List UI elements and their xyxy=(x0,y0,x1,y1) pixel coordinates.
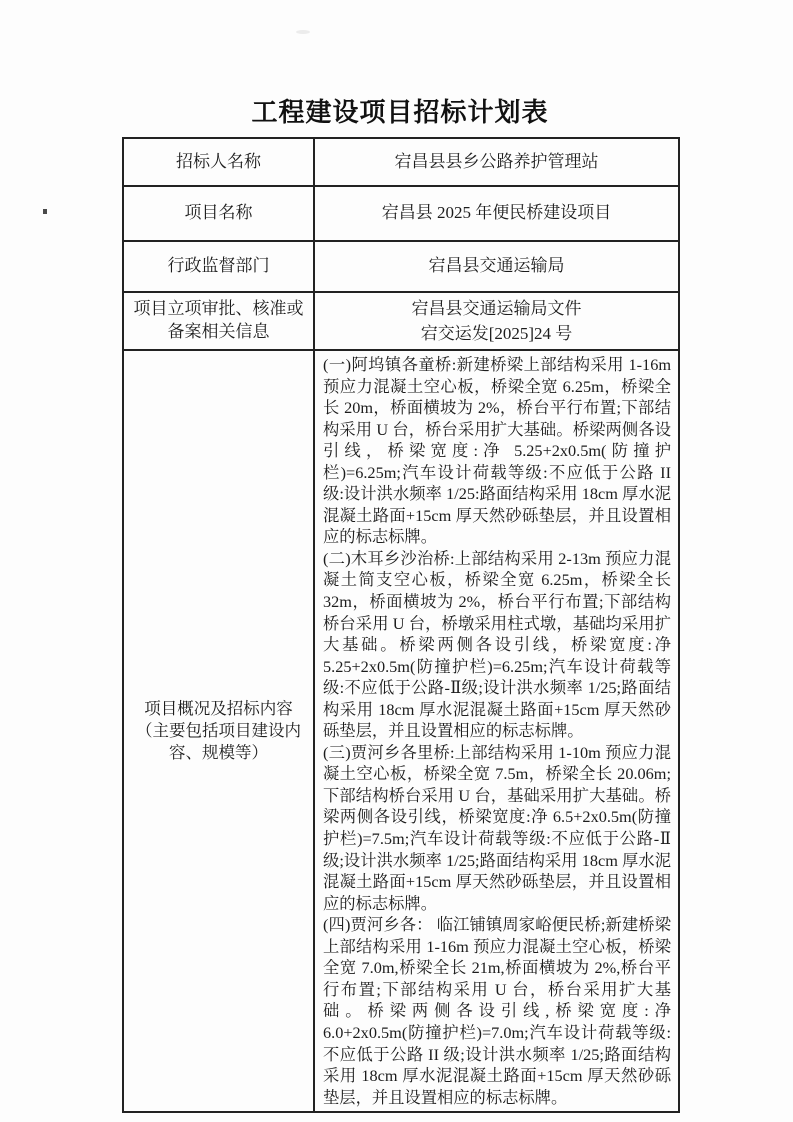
approval-doc-number: 宕交运发[2025]24 号 xyxy=(420,324,573,343)
project-overview-label: 项目概况及招标内容（主要包括项目建设内容、规模等） xyxy=(123,350,314,1112)
scan-speck-artifact xyxy=(43,209,47,214)
tenderer-name-label: 招标人名称 xyxy=(123,138,314,186)
tenderer-name-value: 宕昌县县乡公路养护管理站 xyxy=(314,138,679,186)
table-row-project-overview xyxy=(123,350,679,1112)
document-title: 工程建设项目招标计划表 xyxy=(251,98,549,127)
supervisory-dept-value: 宕昌县交通运输局 xyxy=(314,241,679,292)
project-name-label: 项目名称 xyxy=(123,186,314,241)
overview-paragraph-bridge-4: (四)贾河乡各： 临江铺镇周家峪便民桥;新建桥梁上部结构采用 1-16m 预应力混凝土空心板，桥梁全宽 7.0m,桥梁全长 21m,桥面横坡为 2%,桥台平行布置;下部结构采用 U 台，桥台采用扩大基础。桥梁两侧各设引线,桥梁宽度:净 6.0+2x0.5m(防撞护栏)=7.0m;汽车设计荷载等级:不应低于公路 II 级;设计洪水频率 1/25;路面结构采用 18cm 厚水泥混凝土路面+15cm 厚天然砂砾垫层，并且设置相应的标志标牌。 xyxy=(323,915,671,1107)
project-overview-content xyxy=(314,350,679,1112)
approval-info-label: 项目立项审批、核准或备案相关信息 xyxy=(123,292,314,350)
project-name-value: 宕昌县 2025 年便民桥建设项目 xyxy=(314,186,679,241)
table-row-tenderer xyxy=(123,138,679,186)
overview-paragraph-bridge-2: (二)木耳乡沙治桥:上部结构采用 2-13m 预应力混凝土简支空心板，桥梁全宽 6.25m，桥梁全长 32m，桥面横坡为 2%，桥台平行布置;下部结构桥台采用 U 台，桥墩采用柱式墩，基础均采用扩大基础。桥梁两侧各设引线，桥梁宽度:净 5.25+2x0.5m(防撞护栏)=6.25m;汽车设计荷载等级:不应低于公路-Ⅱ级;设计洪水频率 1/25;路面结构采用 18cm 厚水泥混凝土路面+15cm 厚天然砂砾垫层，并且设置相应的标志标牌。 xyxy=(323,548,671,741)
overview-paragraph-bridge-3: (三)贾河乡各里桥:上部结构采用 1-10m 预应力混凝土空心板，桥梁全宽 7.5m，桥梁全长 20.06m;下部结构桥台采用 U 台，基础采用扩大基础。桥梁两侧各设引线，桥梁宽度:净 6.5+2x0.5m(防撞护栏)=7.5m;汽车设计荷载等级:不应低于公路-Ⅱ级;设计洪水频率 1/25;路面结构采用 18cm 厚水泥混凝土路面+15cm 厚天然砂砾垫层，并且设置相应的标志标牌。 xyxy=(323,742,671,913)
table-row-project-name xyxy=(123,186,679,241)
overview-paragraph-bridge-1: (一)阿坞镇各童桥:新建桥梁上部结构采用 1-16m 预应力混凝土空心板，桥梁全宽 6.25m，桥梁全长 20m，桥面横坡为 2%，桥台平行布置;下部结构采用 U 台，桥台采用扩大基础。桥梁两侧各设引线，桥梁宽度:净 5.25+2x0.5m(防撞护栏)=6.25m;汽车设计荷载等级:不应低于公路 II 级:设计洪水频率 1/25:路面结构采用 18cm 厚水泥混凝土路面+15cm 厚天然砂砾垫层，并且设置相应的标志标牌。 xyxy=(323,355,671,547)
bidding-plan-table xyxy=(122,137,680,1113)
table-row-supervisory-dept xyxy=(123,241,679,292)
table-row-approval-info xyxy=(123,292,679,350)
scan-smudge-artifact xyxy=(296,30,310,34)
approval-info-value xyxy=(314,292,679,350)
supervisory-dept-label: 行政监督部门 xyxy=(123,241,314,292)
approval-doc-title: 宕昌县交通运输局文件 xyxy=(411,298,582,318)
